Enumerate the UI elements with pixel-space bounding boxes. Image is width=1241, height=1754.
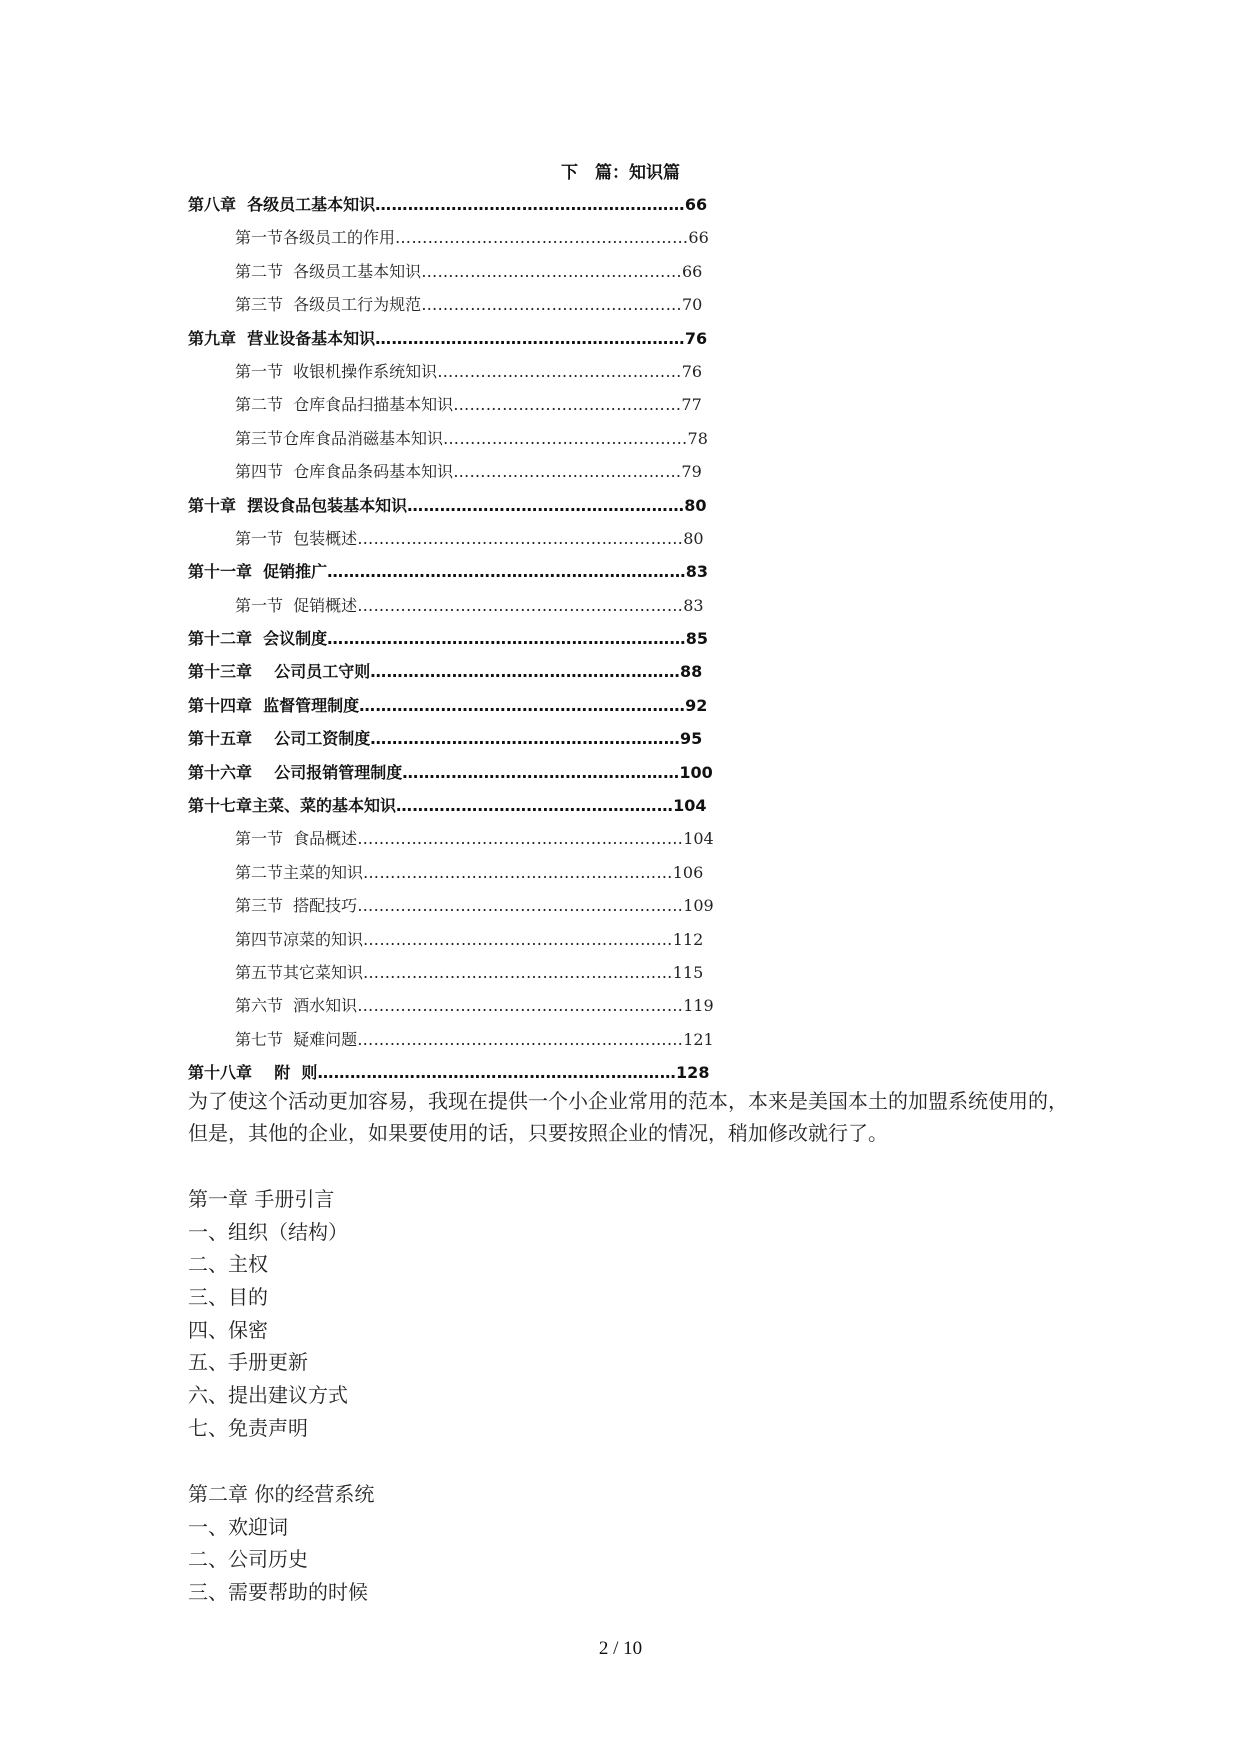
toc-page-number: 121: [683, 1029, 714, 1049]
toc-page-number: 106: [672, 862, 704, 882]
toc-chapter-entry: [188, 655, 808, 688]
outline-item: 五、手册更新: [188, 1350, 308, 1375]
section-title: 下 篇：知识篇: [561, 163, 680, 183]
toc-dot-leader: ……………………………………………………: [357, 528, 684, 548]
toc-page-number: 95: [680, 729, 703, 749]
outline-item: 一、欢迎词: [188, 1514, 288, 1539]
toc-chapter-entry: [188, 489, 808, 522]
toc-page-number: 115: [672, 962, 704, 982]
toc-dot-leader: ………………………………………: [437, 361, 682, 381]
toc-entry-title: 第六节 酒水知识: [235, 996, 358, 1016]
toc-section-entry: [188, 889, 808, 922]
toc-page-number: 112: [672, 929, 704, 949]
toc-entry-title: 第十二章 会议制度: [188, 629, 328, 649]
toc-page-number: 85: [685, 629, 709, 649]
toc-section-entry: [188, 455, 808, 488]
toc-entry-title: 第三节仓库食品消磁基本知识: [235, 428, 444, 448]
toc-entry-title: 第三节 搭配技巧: [235, 896, 358, 916]
outline-item: 四、保密: [188, 1317, 268, 1342]
toc-page-number: 119: [683, 996, 714, 1016]
outline-item: 三、目的: [188, 1285, 268, 1310]
toc-chapter-entry: [188, 555, 808, 588]
toc-entry-title: 第十三章 公司员工守则: [188, 662, 371, 682]
toc-dot-leader: ……………………………………………: [407, 495, 685, 515]
toc-dot-leader: ………………………………………………: [395, 228, 689, 248]
toc-page-number: 109: [683, 896, 714, 916]
toc-dot-leader: …………………………………………………………: [327, 629, 686, 649]
outline-item: 六、提出建议方式: [188, 1383, 348, 1408]
toc-dot-leader: ……………………………………………………: [359, 695, 686, 715]
toc-page-number: 66: [682, 261, 703, 281]
toc-page-number: 77: [681, 395, 702, 415]
toc-page-number: 83: [683, 595, 704, 615]
toc-entry-title: 第五节其它菜知识: [235, 962, 364, 982]
toc-section-entry: [188, 1023, 808, 1056]
toc-entry-title: 第十四章 监督管理制度: [188, 695, 360, 715]
toc-dot-leader: …………………………………………………: [375, 195, 685, 214]
toc-chapter-entry: [188, 188, 808, 221]
toc-section-entry: [188, 956, 808, 989]
toc-entry-title: 第十六章 公司报销管理制度: [188, 762, 403, 782]
toc-entry-title: 第十一章 促销推广: [188, 562, 328, 582]
toc-entry-title: 第一节 收银机操作系统知识: [235, 361, 438, 381]
toc-dot-leader: ……………………………………: [453, 395, 682, 415]
toc-entry-title: 第七节 疑难问题: [235, 1029, 358, 1049]
toc-page-number: 104: [683, 829, 714, 849]
toc-dot-leader: ……………………………………………………: [357, 595, 684, 615]
intro-paragraph: 为了使这个活动更加容易，我现在提供一个小企业常用的范本，本来是美国本土的加盟系统使用的，但是，其他的企业，如果要使用的话，只要按照企业的情况，稍加修改就行了。: [188, 1089, 1068, 1145]
chapter-2-outline: [188, 1478, 888, 1609]
toc-entry-title: 第十章 摆设食品包装基本知识: [188, 495, 408, 515]
toc-page-number: 76: [681, 361, 703, 381]
chapter-2-title: 第二章 你的经营系统: [188, 1482, 375, 1506]
toc-page-number: 104: [673, 796, 707, 816]
toc-page-number: 76: [684, 328, 708, 348]
toc-dot-leader: …………………………………………: [421, 261, 682, 281]
chapter-1-title: 第一章 手册引言: [188, 1187, 335, 1211]
toc-section-entry: [188, 522, 808, 555]
toc-section-entry: [188, 589, 808, 622]
toc-page-number: 66: [688, 228, 709, 248]
toc-entry-title: 第一节 食品概述: [235, 829, 358, 849]
toc-entry-title: 第三节 各级员工行为规范: [235, 295, 422, 315]
toc-dot-leader: ……………………………………………………: [357, 1029, 684, 1049]
toc-entry-title: 第二节 各级员工基本知识: [235, 261, 422, 281]
outline-item: 二、公司历史: [188, 1547, 308, 1572]
toc-entry-title: 第九章 营业设备基本知识: [188, 328, 376, 348]
toc-chapter-entry: [188, 622, 808, 655]
toc-dot-leader: ………………………………………: [443, 428, 688, 448]
toc-page-number: 128: [676, 1063, 710, 1083]
toc-entry-title: 第十五章 公司工资制度: [188, 729, 371, 749]
toc-entry-title: 第八章 各级员工基本知识: [188, 195, 376, 214]
toc-page-number: 66: [684, 195, 708, 214]
toc-chapter-entry: [188, 689, 808, 722]
toc-entry-title: 第一节各级员工的作用: [235, 228, 396, 248]
toc-page-number: 88: [680, 662, 703, 682]
page-number: 2 / 10: [598, 1638, 643, 1659]
toc-dot-leader: …………………………………………………: [370, 729, 680, 749]
toc-page-number: 80: [683, 528, 704, 548]
toc-page-number: 80: [684, 495, 707, 515]
toc-entry-title: 第二节 仓库食品扫描基本知识: [235, 395, 454, 415]
toc-section-entry: [188, 422, 808, 455]
toc-dot-leader: …………………………………………………: [363, 929, 673, 949]
toc-dot-leader: …………………………………………………………: [327, 562, 686, 582]
toc-dot-leader: …………………………………………………: [370, 662, 680, 682]
toc-page-number: 92: [685, 695, 708, 715]
toc-entry-title: 第十七章主菜、菜的基本知识: [188, 796, 397, 816]
toc-page-number: 79: [681, 462, 702, 482]
toc-dot-leader: …………………………………………………: [375, 328, 685, 348]
toc-entry-title: 第二节主菜的知识: [235, 862, 364, 882]
chapter-1-outline: [188, 1183, 888, 1445]
toc-section-entry: [188, 856, 808, 889]
toc-dot-leader: …………………………………………………: [363, 862, 673, 882]
toc-section-entry: [188, 288, 808, 321]
toc-section-entry: [188, 221, 808, 254]
outline-item: 三、需要帮助的时候: [188, 1580, 368, 1605]
toc-chapter-entry: [188, 722, 808, 755]
toc-dot-leader: …………………………………………………………: [317, 1063, 677, 1083]
toc-dot-leader: …………………………………………………: [363, 962, 673, 982]
toc-section-entry: [188, 388, 808, 421]
outline-item: 二、主权: [188, 1252, 268, 1277]
toc-page-number: 78: [687, 428, 708, 448]
toc-section-entry: [188, 255, 808, 288]
toc-section-entry: [188, 989, 808, 1022]
outline-item: 七、免责声明: [188, 1415, 308, 1440]
toc-dot-leader: ……………………………………………………: [357, 996, 684, 1016]
toc-dot-leader: ……………………………………: [453, 462, 682, 482]
toc-entry-title: 第四节 仓库食品条码基本知识: [235, 462, 454, 482]
toc-chapter-entry: [188, 322, 808, 355]
toc-chapter-entry: [188, 756, 808, 789]
toc-dot-leader: ……………………………………………………: [357, 896, 684, 916]
toc-page-number: 100: [679, 762, 713, 782]
toc-section-entry: [188, 923, 808, 956]
table-of-contents: [188, 188, 808, 1090]
toc-entry-title: 第一节 包装概述: [235, 528, 358, 548]
toc-section-entry: [188, 822, 808, 855]
toc-page-number: 70: [682, 295, 703, 315]
toc-entry-title: 第十八章 附 则: [188, 1063, 318, 1083]
toc-entry-title: 第一节 促销概述: [235, 595, 358, 615]
toc-entry-title: 第四节凉菜的知识: [235, 929, 364, 949]
toc-dot-leader: ……………………………………………………: [357, 829, 684, 849]
toc-page-number: 83: [685, 562, 709, 582]
toc-dot-leader: ……………………………………………: [396, 796, 674, 816]
toc-section-entry: [188, 355, 808, 388]
toc-dot-leader: ……………………………………………: [402, 762, 680, 782]
outline-item: 一、组织（结构）: [188, 1219, 348, 1244]
toc-chapter-entry: [188, 789, 808, 822]
toc-dot-leader: …………………………………………: [421, 295, 682, 315]
